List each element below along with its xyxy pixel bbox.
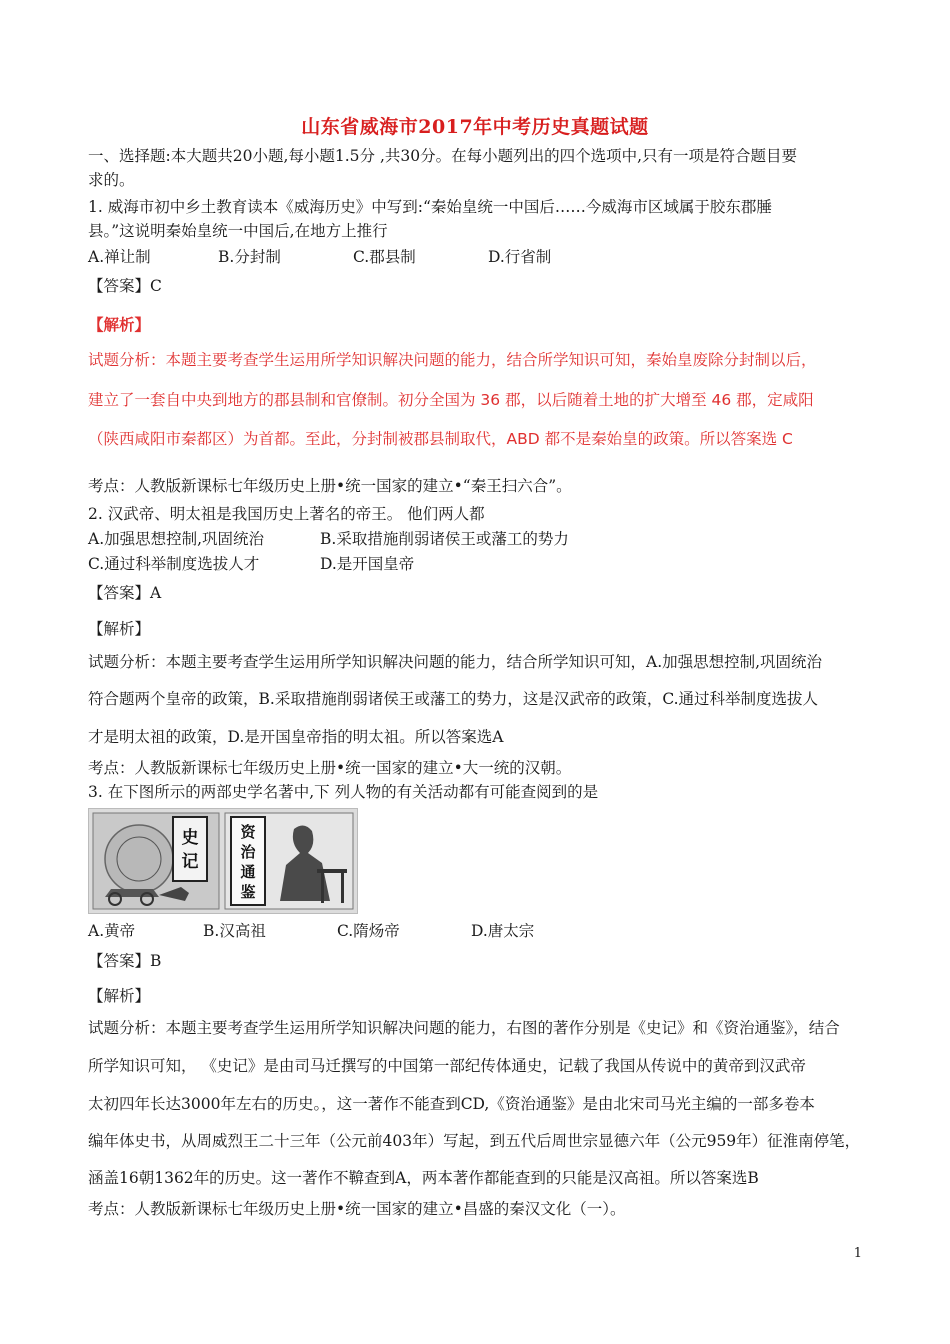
q3-analysis-line1: 试题分析：本题主要考查学生运用所学知识解决问题的能力，右图的著作分别是《史记》和《资治通鉴》，结合 [88,1019,840,1037]
q2-option-d: D.是开国皇帝 [320,555,415,573]
svg-text:通: 通 [240,863,256,881]
q2-stem: 2. 汉武帝、明太祖是我国历史上著名的帝王。 他们两人都 [88,505,485,523]
q3-point: 考点：人教版新课标七年级历史上册•统一国家的建立•昌盛的秦汉文化（一）。 [88,1200,626,1218]
figure-label-shiji-1: 史 [181,828,199,848]
q3-option-a: A.黄帝 [88,922,136,940]
q1-stem-line1: 1. 威海市初中乡土教育读本《威海历史》中写到:“秦始皇统一中国后……今威海市区域属于胶东郡腄 [88,198,772,216]
q1-option-c: C.郡县制 [353,248,416,266]
q2-analysis-line3: 才是明太祖的政策，D.是开国皇帝指的明太祖。所以答案选A [88,728,504,746]
q2-option-b: B.采取措施削弱诸侯王或藩工的势力 [320,530,569,548]
section-intro-line1: 一、选择题:本大题共20小题,每小题1.5分 ,共30分。在每小题列出的四个选项中,只有一项是符合题目要 [88,147,798,165]
q1-stem-line2: 县。”这说明秦始皇统一中国后,在地方上推行 [88,222,388,240]
q2-option-a: A.加强思想控制,巩固统治 [88,530,265,548]
q2-answer: 【答案】A [88,584,162,602]
q3-analysis-line2: 所学知识可知， 《史记》是由司马迁撰写的中国第一部纪传体通史，记载了我国从传说中的黄帝到汉武帝 [88,1057,806,1075]
q3-analysis-line3: 太初四年长达3000年左右的历史。，这一著作不能查到CD,《资治通鉴》是由北宋司马光主编的一部多卷本 [88,1095,815,1113]
q1-option-b: B.分封制 [218,248,281,266]
q3-option-d: D.唐太宗 [471,922,535,940]
q1-point: 考点：人教版新课标七年级历史上册•统一国家的建立•“秦王扫六合”。 [88,477,572,495]
q2-analysis-line1: 试题分析：本题主要考查学生运用所学知识解决问题的能力，结合所学知识可知，A.加强思想控制,巩固统治 [88,653,823,671]
q2-option-c: C.通过科举制度选拔人才 [88,555,260,573]
svg-text:鉴: 鉴 [240,883,256,901]
history-books-image [88,808,358,914]
q3-analysis-line4: 编年体史书，从周威烈王二十三年（公元前403年）写起，到五代后周世宗显德六年（公元959年）征淮南停笔， [88,1132,861,1150]
q2-point: 考点：人教版新课标七年级历史上册•统一国家的建立•大一统的汉朝。 [88,759,572,777]
q1-analysis-line1: 试题分析：本题主要考查学生运用所学知识解决问题的能力，结合所学知识可知，秦始皇废除分封制以后， [88,351,817,369]
figure-label-shiji-2: 记 [181,852,199,872]
q1-option-d: D.行省制 [488,248,552,266]
book-covers-illustration [89,809,357,913]
q1-analysis-line3: （陕西咸阳市秦都区）为首都。至此，分封制被郡县制取代，ABD 都不是秦始皇的政策。所以答案选 C [88,430,793,448]
svg-text:资: 资 [240,823,256,841]
q3-option-c: C.隋炀帝 [337,922,400,940]
q1-analysis-line2: 建立了一套自中央到地方的郡县制和官僚制。初分全国为 36 郡，以后随着土地的扩大增至 46 郡，定咸阳 [88,391,814,409]
q1-analysis-label: 【解析】 [88,315,151,334]
q2-analysis-line2: 符合题两个皇帝的政策，B.采取措施削弱诸侯王或藩工的势力，这是汉武帝的政策，C.通过科举制度选拔人 [88,690,819,708]
q3-analysis-label: 【解析】 [88,987,151,1005]
q1-answer: 【答案】C [88,277,162,295]
page-number: 1 [853,1246,862,1261]
svg-text:治: 治 [240,843,256,861]
q3-stem: 3. 在下图所示的两部史学名著中,下 列人物的有关活动都有可能查阅到的是 [88,783,599,801]
q3-analysis-line5: 涵盖16朝1362年的历史。这一著作不鞥查到A，两本著作都能查到的只能是汉高祖。所以答案选B [88,1169,759,1187]
q3-option-b: B.汉高祖 [203,922,266,940]
section-intro-line2: 求的。 [88,171,135,189]
q3-answer: 【答案】B [88,952,162,970]
q1-option-a: A.禅让制 [88,248,151,266]
q2-analysis-label: 【解析】 [88,620,151,638]
page-title: 山东省威海市2017年中考历史真题试题 [301,116,649,138]
